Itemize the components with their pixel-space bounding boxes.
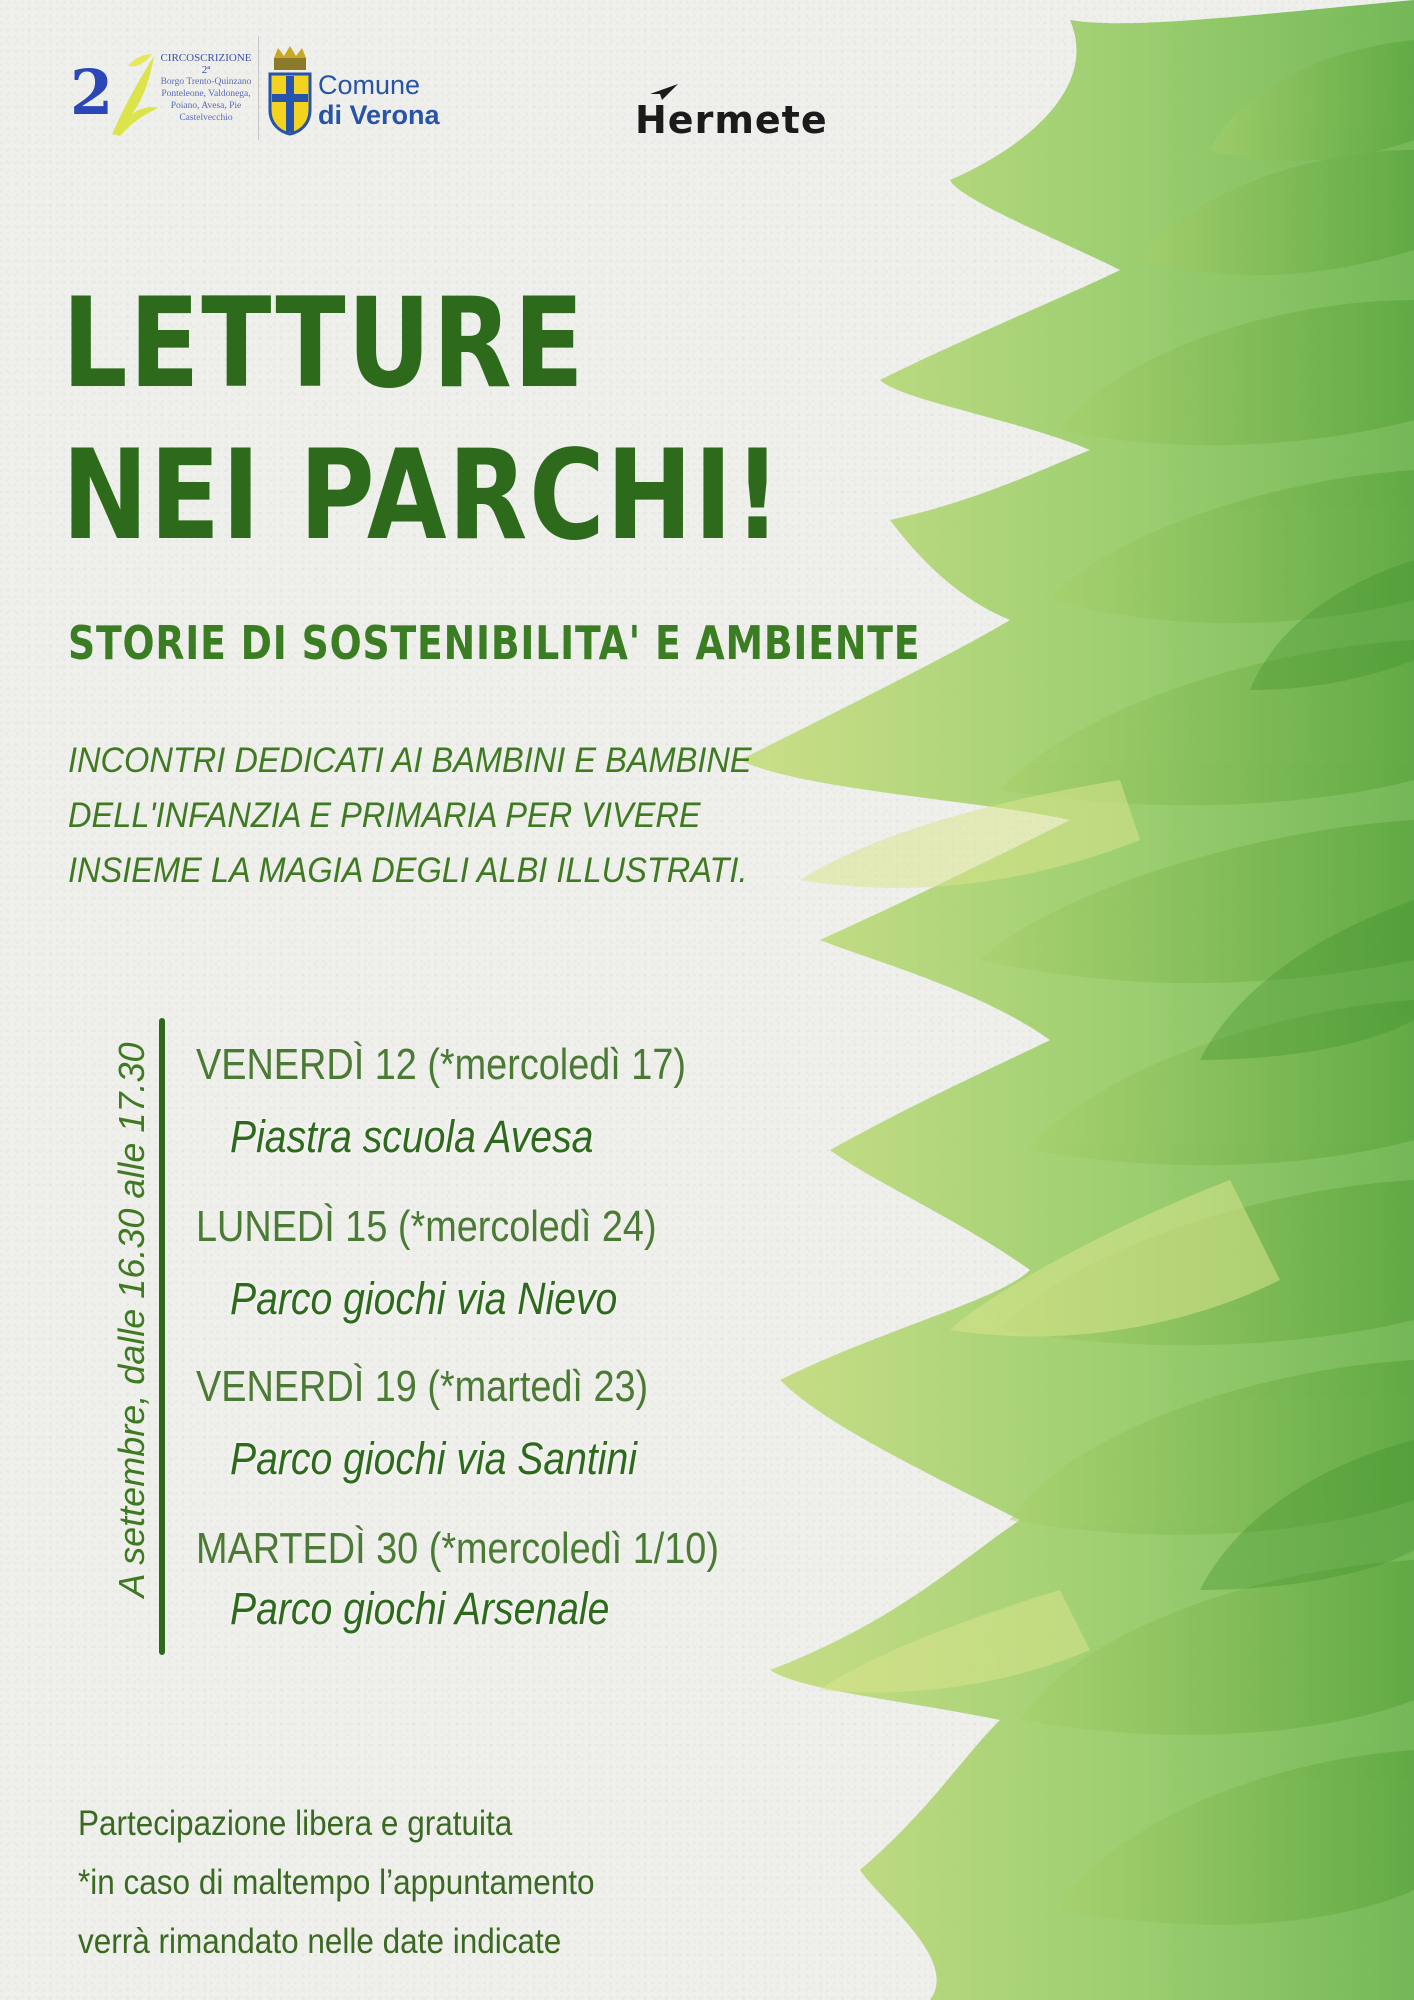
event-item xyxy=(196,1524,804,1634)
event-date: VENERDÌ 19 (*martedì 23) xyxy=(196,1362,649,1411)
circoscrizione-leaf-icon xyxy=(106,48,162,140)
comune-line-1: Comune xyxy=(318,70,421,100)
schedule-time-label: A settembre, dalle 16.30 alle 17.30 xyxy=(111,1042,152,1598)
event-item xyxy=(196,1202,732,1324)
footer-notes xyxy=(78,1794,595,1971)
intro-paragraph xyxy=(68,733,752,898)
circoscrizione-text xyxy=(156,52,256,124)
event-place: Piastra scuola Avesa xyxy=(230,1111,594,1162)
circoscrizione-line-2: Borgo Trento-Quinzano xyxy=(160,77,252,87)
intro-line-3: INSIEME LA MAGIA DEGLI ALBI ILLUSTRATI. xyxy=(68,851,748,890)
event-date: MARTEDÌ 30 (*mercoledì 1/10) xyxy=(196,1524,719,1573)
event-item xyxy=(196,1040,766,1162)
event-place: Parco giochi Arsenale xyxy=(230,1583,610,1634)
title-line-1: LETTURE xyxy=(62,272,586,416)
circoscrizione-line-1: CIRCOSCRIZIONE 2ª xyxy=(160,52,252,76)
hermete-logo: Hermete xyxy=(635,98,828,142)
comune-line-2: di Verona xyxy=(318,100,440,130)
poster-subtitle: STORIE DI SOSTENIBILITA' E AMBIENTE xyxy=(68,616,921,670)
verona-coat-of-arms-icon xyxy=(266,44,314,136)
logo-divider xyxy=(258,36,259,140)
footer-line-1: Partecipazione libera e gratuita xyxy=(78,1804,513,1843)
schedule-divider-line xyxy=(159,1018,165,1655)
circoscrizione-number: 2 xyxy=(70,56,114,129)
event-place: Parco giochi via Nievo xyxy=(230,1273,618,1324)
event-date: VENERDÌ 12 (*mercoledì 17) xyxy=(196,1040,686,1089)
event-place: Parco giochi via Santini xyxy=(230,1433,637,1484)
intro-line-2: DELL'INFANZIA E PRIMARIA PER VIVERE xyxy=(68,796,701,835)
event-date: LUNEDÌ 15 (*mercoledì 24) xyxy=(196,1202,657,1251)
circoscrizione-line-4: Poiano, Avesa, Pie Castelvecchio xyxy=(170,101,242,123)
intro-line-1: INCONTRI DEDICATI AI BAMBINI E BAMBINE xyxy=(68,741,752,780)
event-item xyxy=(196,1362,722,1484)
footer-line-3: verrà rimandato nelle date indicate xyxy=(78,1922,562,1961)
circoscrizione-line-3: Ponteleone, Valdonega, xyxy=(161,89,251,99)
poster-title xyxy=(62,268,783,572)
title-line-2: NEI PARCHI! xyxy=(62,424,783,568)
footer-line-2: *in caso di maltempo l’appuntamento xyxy=(78,1863,595,1902)
circoscrizione-logo xyxy=(70,42,260,142)
comune-di-verona-logo xyxy=(318,70,440,130)
